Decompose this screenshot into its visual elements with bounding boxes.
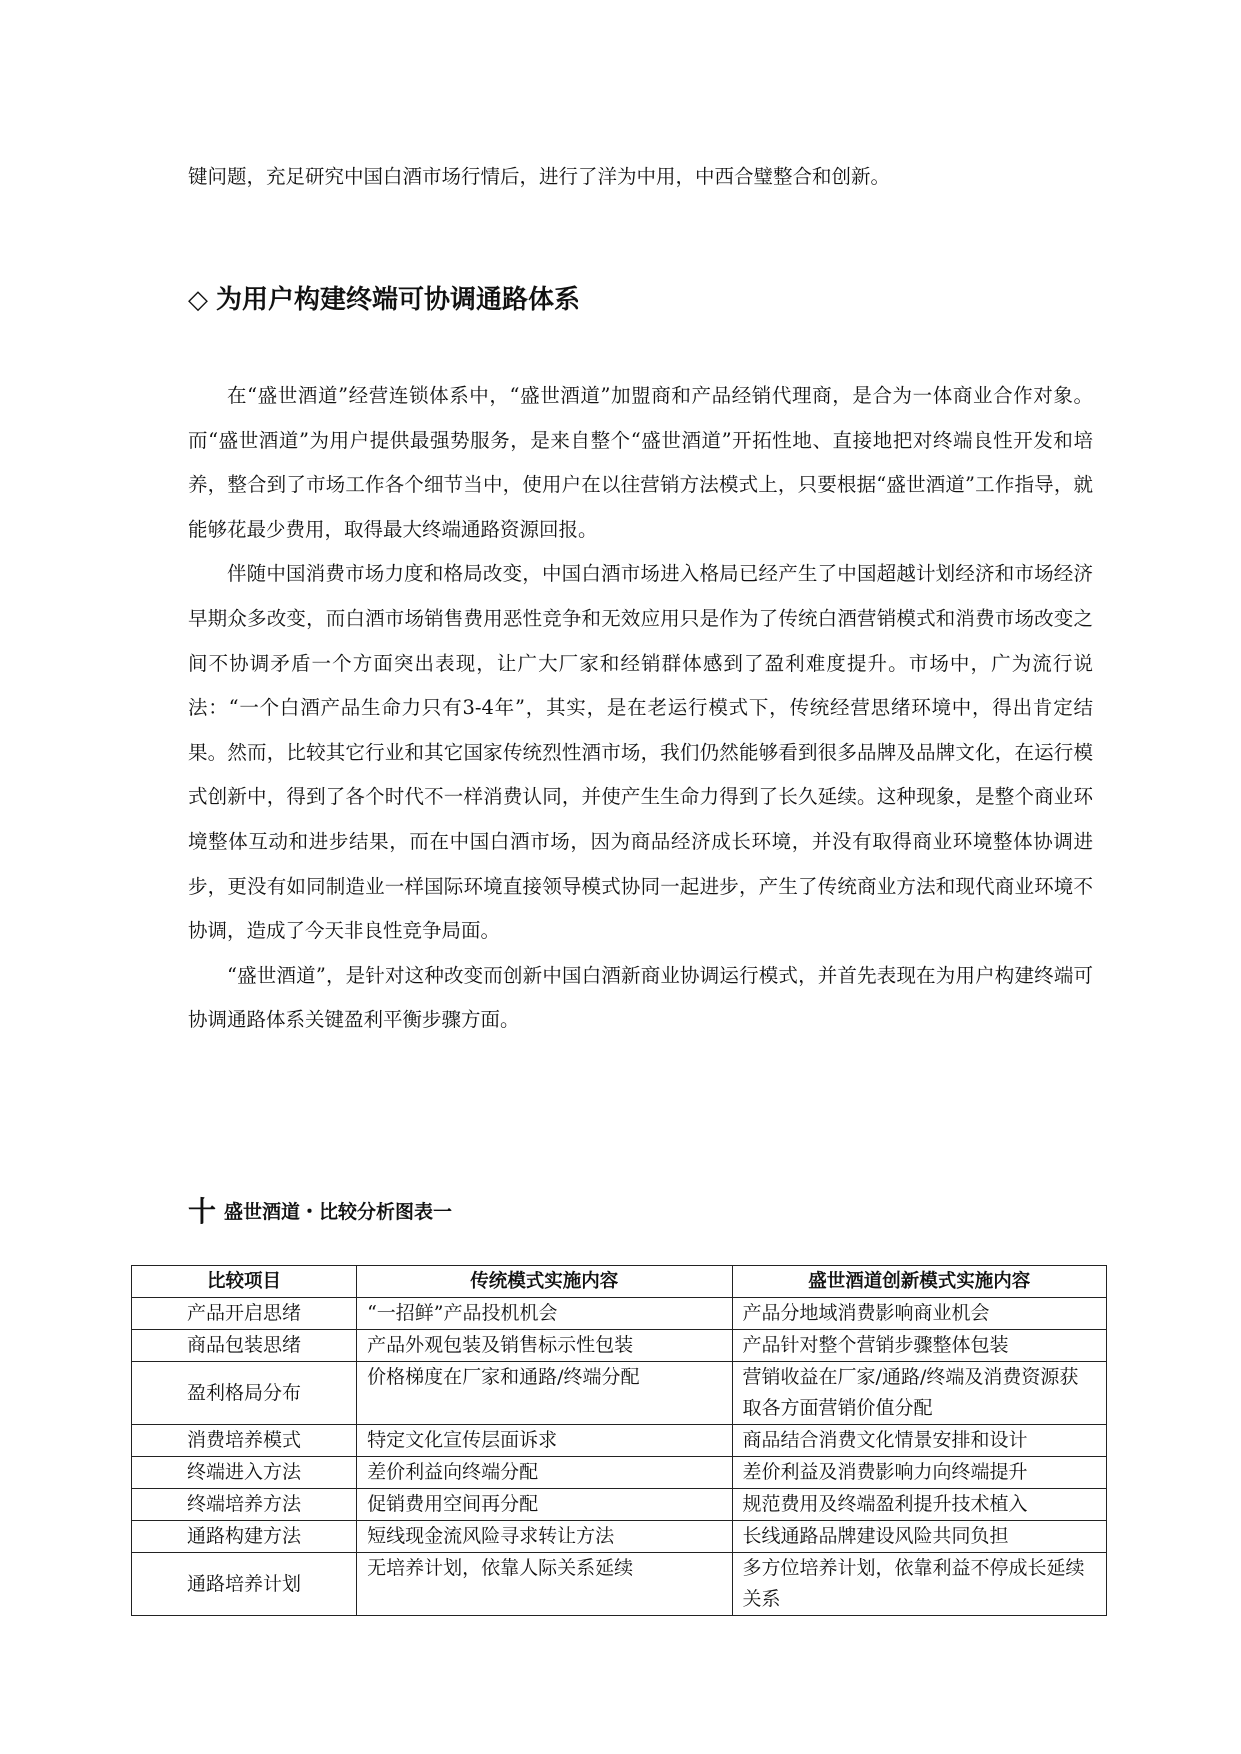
table-row: [132, 1521, 1107, 1553]
row-label: 通路培养计划: [132, 1553, 357, 1616]
table-row: [132, 1425, 1107, 1457]
header-cell: 盛世酒道创新模式实施内容: [732, 1266, 1106, 1298]
table-row: [132, 1298, 1107, 1330]
table-header-row: [132, 1266, 1107, 1298]
row-label: 终端进入方法: [132, 1457, 357, 1489]
traditional-cell: 无培养计划，依靠人际关系延续: [357, 1553, 732, 1616]
traditional-cell: 产品外观包装及销售标示性包装: [357, 1330, 732, 1362]
row-label: 盈利格局分布: [132, 1362, 357, 1425]
header-cell: 传统模式实施内容: [357, 1266, 732, 1298]
section-title: 为用户构建终端可协调通路体系: [216, 285, 581, 315]
comparison-table: [131, 1265, 1107, 1616]
row-label: 消费培养模式: [132, 1425, 357, 1457]
innovative-cell: 长线通路品牌建设风险共同负担: [732, 1521, 1106, 1553]
traditional-cell: 差价利益向终端分配: [357, 1457, 732, 1489]
innovative-cell: 差价利益及消费影响力向终端提升: [732, 1457, 1106, 1489]
chart-caption-title: 盛世酒道・比较分析图表一: [224, 1201, 453, 1223]
innovative-cell: 产品分地域消费影响商业机会: [732, 1298, 1106, 1330]
paragraph-1: 在“盛世酒道”经营连锁体系中，“盛世酒道”加盟商和产品经销代理商，是合为一体商业合作对象。而“盛世酒道”为用户提供最强势服务，是来自整个“盛世酒道”开拓性地、直接地把对终端良性开发和培养，整合到了市场工作各个细节当中，使用户在以往营销方法模式上，只要根据“盛世酒道”工作指导，就能够花最少费用，取得最大终端通路资源回报。: [188, 384, 1093, 541]
innovative-cell: 产品针对整个营销步骤整体包装: [732, 1330, 1106, 1362]
intro-paragraph: 键问题，充足研究中国白酒市场行情后，进行了洋为中用，中西合璧整合和创新。: [188, 165, 891, 188]
traditional-cell: 短线现金流风险寻求转让方法: [357, 1521, 732, 1553]
section-heading: [188, 280, 580, 320]
paragraph-2: 伴随中国消费市场力度和格局改变，中国白酒市场进入格局已经产生了中国超越计划经济和市场经济早期众多改变，而白酒市场销售费用恶性竞争和无效应用只是作为了传统白酒营销模式和消费市场改变之间不协调矛盾一个方面突出表现，让广大厂家和经销群体感到了盈利难度提升。市场中，广为流行说法：“一个白酒产品生命力只有3-4年”，其实，是在老运行模式下，传统经营思绪环境中，得出肯定结果。然而，比较其它行业和其它国家传统烈性酒市场，我们仍然能够看到很多品牌及品牌文化，在运行模式创新中，得到了各个时代不一样消费认同，并使产生生命力得到了长久延续。这种现象，是整个商业环境整体互动和进步结果，而在中国白酒市场，因为商品经济成长环境，并没有取得商业环境整体协调进步，更没有如同制造业一样国际环境直接领导模式协同一起进步，产生了传统商业方法和现代商业环境不协调，造成了今天非良性竞争局面。: [188, 562, 1093, 943]
table-row: [132, 1330, 1107, 1362]
plus-icon: 十: [188, 1195, 217, 1228]
innovative-cell: 营销收益在厂家/通路/终端及消费资源获取各方面营销价值分配: [732, 1362, 1106, 1425]
traditional-cell: “一招鲜”产品投机机会: [357, 1298, 732, 1330]
header-cell: 比较项目: [132, 1266, 357, 1298]
paragraph-3: “盛世酒道”，是针对这种改变而创新中国白酒新商业协调运行模式，并首先表现在为用户构建终端可协调通路体系关键盈利平衡步骤方面。: [188, 963, 1093, 1032]
innovative-cell: 规范费用及终端盈利提升技术植入: [732, 1489, 1106, 1521]
chart-caption: [188, 1197, 452, 1227]
table-row: [132, 1489, 1107, 1521]
traditional-cell: 特定文化宣传层面诉求: [357, 1425, 732, 1457]
diamond-bullet-icon: ◇: [188, 285, 208, 315]
innovative-cell: 商品结合消费文化情景安排和设计: [732, 1425, 1106, 1457]
innovative-cell: 多方位培养计划，依靠利益不停成长延续关系: [732, 1553, 1106, 1616]
table-row: [132, 1553, 1107, 1616]
body-text: [188, 374, 1093, 1043]
traditional-cell: 价格梯度在厂家和通路/终端分配: [357, 1362, 732, 1425]
traditional-cell: 促销费用空间再分配: [357, 1489, 732, 1521]
table-row: [132, 1457, 1107, 1489]
row-label: 商品包装思绪: [132, 1330, 357, 1362]
row-label: 终端培养方法: [132, 1489, 357, 1521]
table-row: [132, 1362, 1107, 1425]
row-label: 产品开启思绪: [132, 1298, 357, 1330]
row-label: 通路构建方法: [132, 1521, 357, 1553]
